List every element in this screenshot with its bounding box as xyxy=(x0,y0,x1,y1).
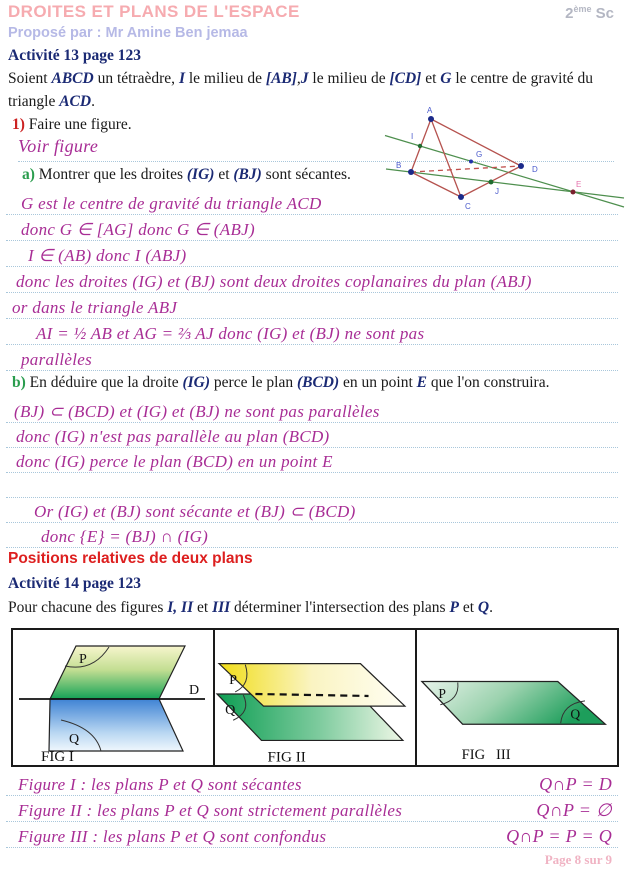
math-text: G xyxy=(440,70,452,87)
label-D: D xyxy=(532,165,538,174)
point-A xyxy=(428,116,434,122)
figure-1-caption: FIG I xyxy=(41,749,74,765)
conclusion-line xyxy=(6,796,618,822)
point-I xyxy=(418,144,422,148)
math-text: I xyxy=(178,70,185,87)
point-B xyxy=(408,169,414,175)
figure-2-caption: FIG II xyxy=(267,748,306,765)
math-text: [CD] xyxy=(389,70,422,87)
plane-P xyxy=(50,646,185,699)
label-A: A xyxy=(427,106,433,115)
text: un tétraèdre, xyxy=(93,70,179,87)
label-P: P xyxy=(438,685,446,701)
handwritten-line xyxy=(6,345,618,371)
label-B: B xyxy=(396,161,402,170)
label-Q: Q xyxy=(69,732,80,747)
math-text: (BJ) xyxy=(233,166,262,183)
intro-line-2 xyxy=(8,93,95,111)
handwriting-conclusions xyxy=(6,770,618,848)
label-P: P xyxy=(229,671,238,688)
math-text: I, II xyxy=(167,599,194,616)
label-D: D xyxy=(189,683,200,698)
grade-sup: ème xyxy=(573,4,592,14)
question-a-number: a) xyxy=(22,166,35,183)
grade-label xyxy=(565,4,614,22)
text: déterminer l'intersection des plans xyxy=(230,599,450,616)
math-text: Q xyxy=(477,599,490,616)
text: en un point xyxy=(339,374,417,391)
activity-13-heading: Activité 13 page 123 xyxy=(8,47,142,64)
handwritten-text: AI = ½ AB et AG = ⅔ AJ donc (IG) et (BJ) ne sont pas xyxy=(36,324,425,343)
handwritten-formula: Q∩P = D xyxy=(539,774,612,794)
handwriting-section-b xyxy=(6,398,618,548)
math-text: ACD xyxy=(59,93,92,110)
handwritten-line xyxy=(6,215,618,241)
text: En déduire que la droite xyxy=(29,374,183,391)
handwritten-text: Figure II : les plans P et Q sont strictement parallèles xyxy=(18,801,403,820)
handwritten-text: Figure III : les plans P et Q sont confondus xyxy=(18,827,327,846)
label-Q: Q xyxy=(225,702,236,719)
handwriting-section-a xyxy=(6,189,618,371)
text: et xyxy=(193,599,213,616)
math-text: J xyxy=(300,70,309,87)
figures-table xyxy=(11,628,619,767)
section-title: Positions relatives de deux plans xyxy=(8,550,253,567)
text: triangle xyxy=(8,93,60,110)
math-text: III xyxy=(212,599,231,616)
math-text: (IG) xyxy=(186,166,215,183)
page-title: DROITES ET PLANS DE L'ESPACE xyxy=(8,2,300,21)
text: et xyxy=(458,599,478,616)
text: le milieu de xyxy=(308,70,390,87)
math-text: P xyxy=(449,599,459,616)
text: le milieu de xyxy=(184,70,266,87)
handwritten-voir-figure: Voir figure xyxy=(18,136,614,162)
handwritten-line xyxy=(6,267,618,293)
text: . xyxy=(489,599,493,616)
handwritten-line xyxy=(6,448,618,473)
label-E: E xyxy=(576,180,582,189)
handwritten-text: Figure I : les plans P et Q sont sécantes xyxy=(18,775,302,794)
handwritten-text: (BJ) ⊂ (BCD) et (IG) et (BJ) ne sont pas parallèles xyxy=(14,402,380,421)
question-a xyxy=(22,166,351,184)
text: , xyxy=(296,70,301,87)
handwritten-formula: Q∩P = P = Q xyxy=(506,826,612,846)
point-J xyxy=(489,180,494,185)
figure-1-cell xyxy=(13,630,213,765)
handwritten-line xyxy=(6,319,618,345)
handwritten-text: I ∈ (AB) donc I (ABJ) xyxy=(28,246,187,265)
handwritten-text: Or (IG) et (BJ) sont sécante et (BJ) ⊂ (BCD) xyxy=(34,502,356,521)
text: Pour chacune des figures xyxy=(8,599,168,616)
handwritten-line xyxy=(6,189,618,215)
activity-14-heading: Activité 14 page 123 xyxy=(8,575,142,592)
figure-3-drawing xyxy=(417,630,617,765)
handwritten-line xyxy=(6,293,618,319)
text: et xyxy=(421,70,441,87)
math-text: (IG) xyxy=(182,374,211,391)
activity-14-intro xyxy=(8,599,493,617)
text: Faire une figure. xyxy=(24,116,132,133)
conclusion-line xyxy=(6,822,618,848)
point-D xyxy=(518,163,524,169)
question-1-number: 1) xyxy=(12,116,25,133)
text: sont sécantes. xyxy=(261,166,351,183)
label-G: G xyxy=(476,150,483,159)
text: Soient xyxy=(8,70,52,87)
handwritten-text: G est le centre de gravité du triangle ACD xyxy=(21,194,322,213)
handwritten-line xyxy=(6,241,618,267)
question-b xyxy=(12,374,549,392)
text: que l'on construira. xyxy=(427,374,550,391)
label-P: P xyxy=(79,652,87,667)
math-text: ABCD xyxy=(51,70,94,87)
handwritten-text: donc G ∈ [AG] donc G ∈ (ABJ) xyxy=(21,220,255,239)
handwritten-text: parallèles xyxy=(21,350,92,369)
point-G xyxy=(469,160,473,164)
handwritten-text: donc {E} = (BJ) ∩ (IG) xyxy=(41,527,209,546)
edge-AC xyxy=(431,119,461,197)
label-J: J xyxy=(495,187,499,196)
handwritten-line xyxy=(6,498,618,523)
math-text: E xyxy=(416,374,428,391)
question-1 xyxy=(12,116,132,134)
conclusion-line xyxy=(6,770,618,796)
label-Q: Q xyxy=(570,706,581,722)
text: perce le plan xyxy=(210,374,297,391)
handwritten-line xyxy=(6,523,618,548)
math-text: [AB] xyxy=(265,70,297,87)
figure-1-drawing xyxy=(13,630,213,765)
intro-line-1 xyxy=(8,70,593,88)
handwritten-text: or dans le triangle ABJ xyxy=(12,298,178,317)
label-I: I xyxy=(411,132,414,141)
handwritten-line xyxy=(6,473,618,498)
handwritten-text: donc (IG) n'est pas parallèle au plan (BCD) xyxy=(16,427,330,446)
grade-base: 2 xyxy=(565,5,574,22)
figure-2-drawing xyxy=(215,630,415,765)
text: Montrer que les droites xyxy=(38,166,187,183)
text: et xyxy=(214,166,234,183)
label-C: C xyxy=(465,202,471,211)
author-subtitle: Proposé par : Mr Amine Ben jemaa xyxy=(8,25,248,41)
page-number: Page 8 sur 9 xyxy=(544,852,612,867)
grade-rest: Sc xyxy=(591,5,614,22)
handwritten-line xyxy=(6,398,618,423)
math-text: (BCD) xyxy=(296,374,340,391)
text: . xyxy=(91,93,95,110)
handwritten-text: donc les droites (IG) et (BJ) sont deux droites coplanaires du plan (ABJ) xyxy=(16,272,532,291)
figure-3-caption: FIG III xyxy=(461,747,511,764)
handwritten-line xyxy=(6,423,618,448)
handwritten-formula: Q∩P = ∅ xyxy=(536,800,612,820)
question-b-number: b) xyxy=(12,374,26,391)
text: le centre de gravité du xyxy=(451,70,594,87)
figure-3-cell xyxy=(415,630,617,765)
figure-2-cell xyxy=(213,630,415,765)
handwritten-text: donc (IG) perce le plan (BCD) en un point E xyxy=(16,452,333,471)
